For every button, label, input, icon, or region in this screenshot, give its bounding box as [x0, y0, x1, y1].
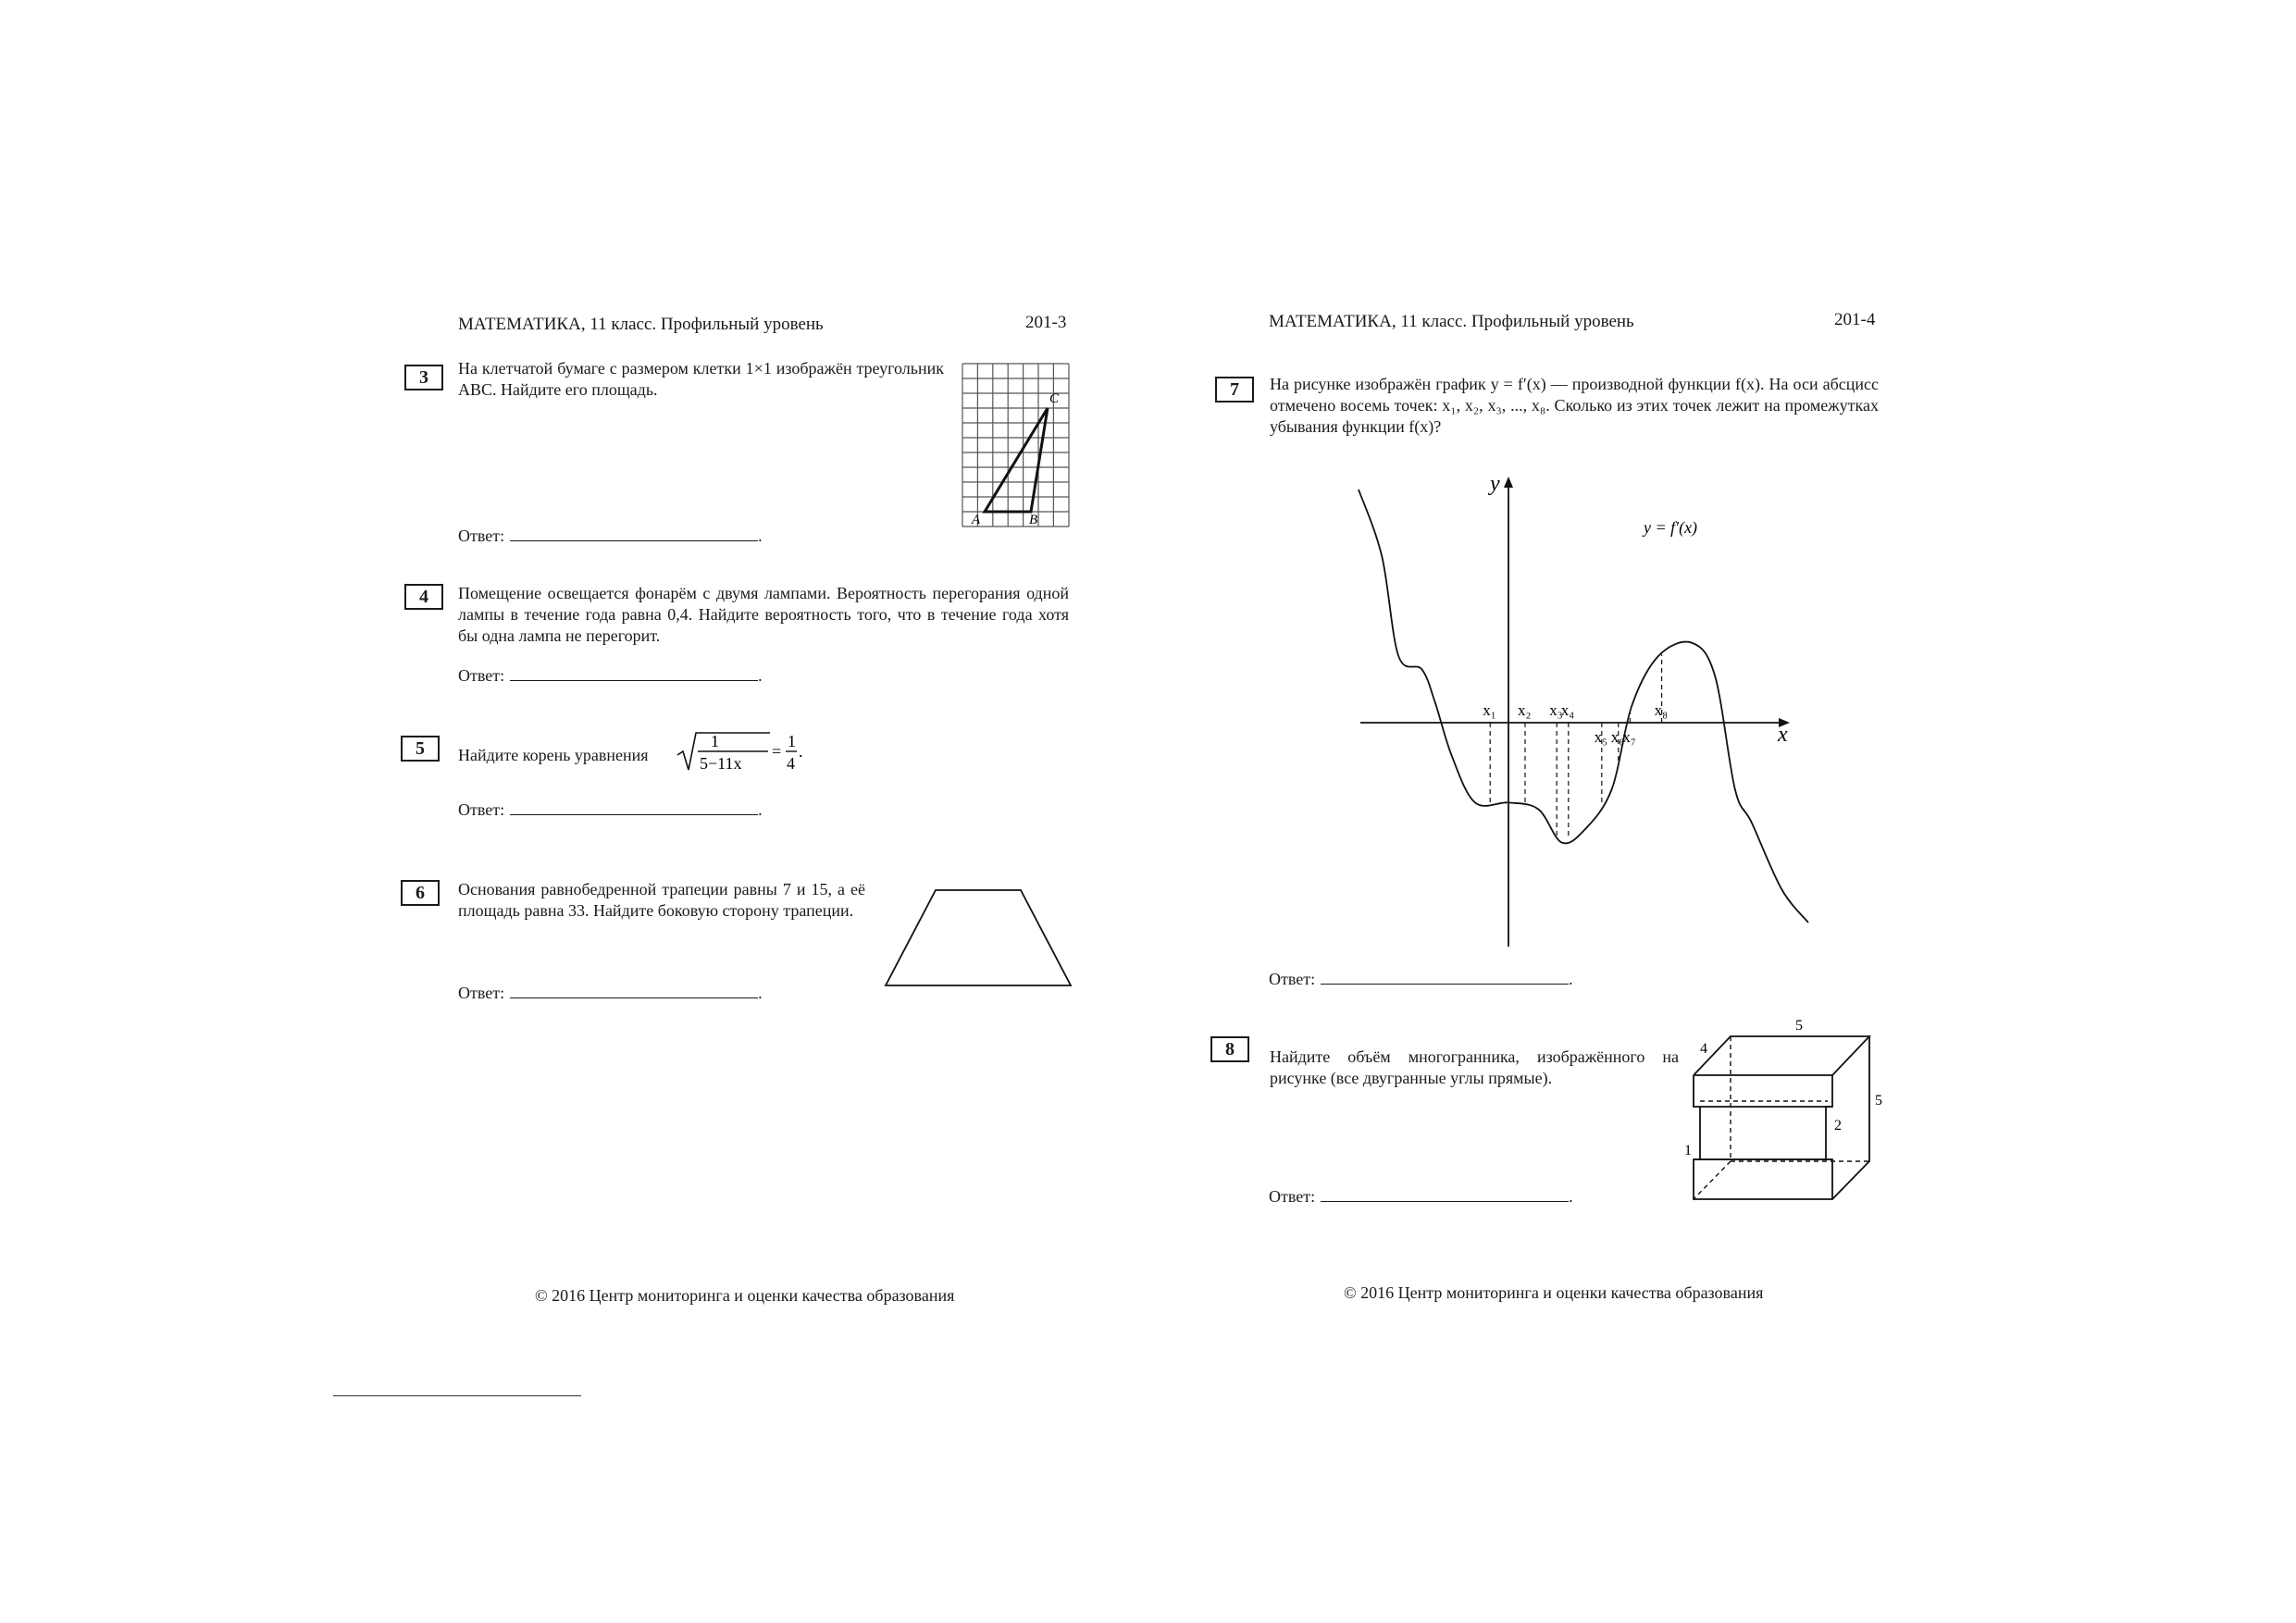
- problem-3-answer: Ответ: .: [458, 527, 763, 545]
- problem-7-answer-field[interactable]: [1321, 971, 1569, 985]
- y-axis-arrow: [1504, 477, 1513, 488]
- problem-4-text: Помещение освещается фонарём с двумя лампами. Вероятность перегорания одной лампы в течение года равна 0,4. Найдите вероятность того, что в течение года хотя бы одна лампа не перегорит.: [458, 584, 1069, 645]
- eq-numerator: 1: [711, 732, 719, 750]
- problem-4-answer-field[interactable]: [510, 667, 758, 681]
- left-page-code: 201-3: [1025, 313, 1067, 332]
- problem-6-answer-field[interactable]: [510, 985, 758, 998]
- problem-3-grid-figure: [962, 364, 1072, 530]
- right-footer: © 2016 Центр мониторинга и оценки качества образования: [1344, 1283, 1764, 1302]
- problem-8-text: Найдите объём многогранника, изображённого на рисунке (все двугранные углы прямые).: [1270, 1047, 1679, 1087]
- label-c: C: [1049, 391, 1060, 406]
- label-a: A: [972, 513, 981, 527]
- axes: [1360, 472, 1790, 947]
- footnote-rule: [333, 1395, 581, 1396]
- problem-8-answer-label: Ответ:: [1269, 1187, 1316, 1206]
- problem-8-number: 8: [1210, 1036, 1249, 1062]
- dim-left-label: 4: [1700, 1041, 1707, 1057]
- problem-3-answer-label: Ответ:: [458, 527, 505, 545]
- problem-4-answer: Ответ: .: [458, 666, 763, 685]
- right-page-code: 201-4: [1834, 310, 1876, 329]
- problem-5-answer-label: Ответ:: [458, 800, 505, 819]
- polyhedron-figure: [1684, 1016, 1893, 1220]
- problem-3-text: На клетчатой бумаге с размером клетки 1×1 изображён треугольник ABC. Найдите его площадь.: [458, 359, 944, 399]
- point-label-1: x₁: [1483, 701, 1496, 719]
- eq-denominator: 5−11x: [700, 754, 742, 773]
- problem-7-number: 7: [1215, 377, 1254, 403]
- point-label-4: x₄: [1560, 701, 1575, 719]
- x-axis-label: x: [1778, 723, 1788, 747]
- point-label-5: x₅: [1594, 728, 1608, 746]
- left-footer: © 2016 Центр мониторинга и оценки качества образования: [535, 1286, 955, 1305]
- eq-rhs-denominator: 4: [787, 754, 795, 773]
- y-axis-label: y: [1490, 472, 1500, 496]
- point-label-2: x₂: [1518, 701, 1532, 719]
- grid-lines: [962, 364, 1069, 527]
- right-header-title: МАТЕМАТИКА, 11 класс. Профильный уровень: [1269, 312, 1634, 331]
- derivative-graph: [1351, 467, 1814, 948]
- problem-6-answer: Ответ: .: [458, 984, 763, 1002]
- label-b: B: [1029, 513, 1038, 527]
- dim-top-label: 5: [1795, 1018, 1803, 1034]
- problem-5-equation: [676, 729, 805, 775]
- svg-text:=: =: [772, 742, 782, 761]
- marked-points: [1483, 655, 1668, 839]
- problem-6-number: 6: [401, 880, 440, 906]
- problem-4-number: 4: [404, 584, 443, 610]
- point-label-6: x₆: [1610, 728, 1625, 746]
- problem-5-answer-field[interactable]: [510, 801, 758, 815]
- problem-3-answer-field[interactable]: [510, 527, 758, 541]
- problem-8-answer-field[interactable]: [1321, 1188, 1569, 1202]
- problem-7-text: На рисунке изображён график y = f′(x) — производной функции f(x). На оси абсцисс отмечено восемь точек: x₁, x₂, x₃, ..., x₈. Сколько из этих точек лежит на промежутках убывания функции f(x)?: [1270, 375, 1879, 436]
- dim-middle-label: 2: [1834, 1118, 1842, 1134]
- problem-8-answer: Ответ: .: [1269, 1187, 1573, 1206]
- dim-low-left-label: 1: [1684, 1143, 1692, 1158]
- problem-5-text: Найдите корень уравнения: [458, 746, 649, 764]
- dim-right-label: 5: [1875, 1093, 1882, 1109]
- problem-7-answer: Ответ: .: [1269, 970, 1573, 988]
- problem-6-text: Основания равнобедренной трапеции равны 7 и 15, а её площадь равна 33. Найдите боковую сторону трапеции.: [458, 880, 865, 920]
- trapezoid-figure: [884, 888, 1078, 990]
- point-label-8: x₈: [1654, 701, 1669, 719]
- right-page: [1148, 0, 2296, 1623]
- left-header-title: МАТЕМАТИКА, 11 класс. Профильный уровень: [458, 315, 824, 334]
- problem-3-number: 3: [404, 365, 443, 390]
- problem-5-number: 5: [401, 736, 440, 762]
- eq-rhs-numerator: 1: [788, 732, 796, 750]
- series-fprime: [1359, 489, 1808, 923]
- point-label-3: x₃: [1549, 701, 1563, 719]
- fprime-curve: [1359, 489, 1808, 923]
- problem-6-answer-label: Ответ:: [458, 984, 505, 1002]
- problem-7-answer-label: Ответ:: [1269, 970, 1316, 988]
- svg-text:.: .: [799, 742, 803, 761]
- point-label-7: x₇: [1622, 728, 1636, 746]
- problem-5-answer: Ответ: .: [458, 800, 763, 819]
- problem-4-answer-label: Ответ:: [458, 666, 505, 685]
- chart-title: y = f′(x): [1644, 518, 1698, 537]
